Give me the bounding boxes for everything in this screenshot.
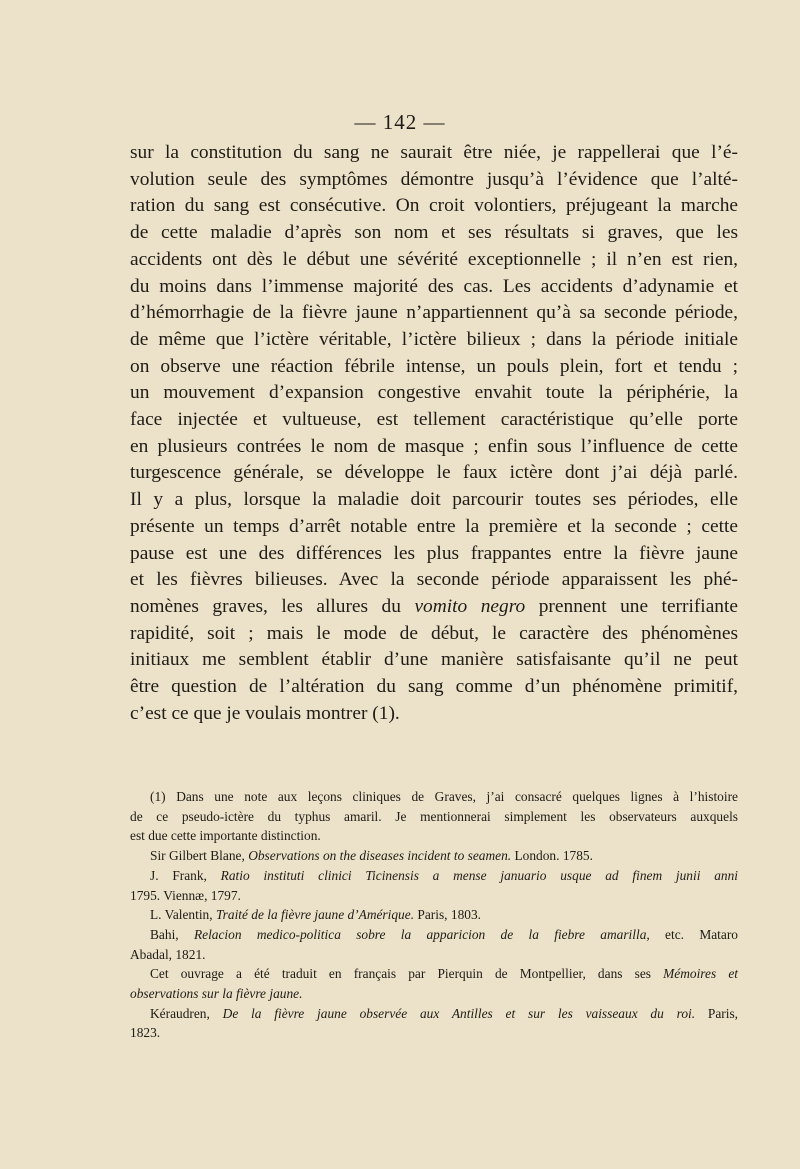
body-line: et les fièvres bilieuses. Avec la seconde période apparaissent les phé- xyxy=(130,569,738,591)
body-line: accidents ont dès le début une sévérité exceptionnelle ; il n’en est rien, xyxy=(130,248,738,270)
body-line: rapidité, soit ; mais le mode de début, le caractère des phénomènes xyxy=(130,622,738,644)
reference-keraudren xyxy=(130,1004,738,1024)
body-line: en plusieurs contrées le nom de masque ; enfin sous l’influence de cette xyxy=(130,435,738,457)
body-line: sur la constitution du sang ne saurait être niée, je rappellerai que l’é- xyxy=(130,142,738,163)
ref-title: Ratio instituti clinici Ticinensis a mense januario usque ad finem junii anni xyxy=(220,867,738,883)
body-line: du moins dans l’immense majorité des cas. Les accidents d’adynamie et xyxy=(130,275,738,297)
ref-title: observations sur la fièvre jaune. xyxy=(130,986,303,1002)
ref-title: Relacion medico-politica sobre la apparicion de la fiebre amarilla, xyxy=(193,926,650,942)
ref-author: L. Valentin, xyxy=(150,907,216,923)
ref-author: Bahi, xyxy=(150,926,194,942)
body-line: c’est ce que je voulais montrer (1). xyxy=(130,702,400,724)
footnote-line: est due cette importante distinction. xyxy=(130,828,321,844)
footnote-line: de ce pseudo-ictère du typhus amaril. Je mentionnerai simplement les observateurs auxquels xyxy=(130,808,738,824)
ref-title: Observations on the diseases incident to seamen. xyxy=(248,848,512,864)
text-run: nomènes graves, les allures du xyxy=(130,595,415,617)
body-line: de même que l’ictère véritable, l’ictère bilieux ; dans la période initiale xyxy=(130,328,738,350)
reference-blane xyxy=(130,846,738,866)
body-line: face injectée et vultueuse, est tellement caractéristique qu’elle porte xyxy=(130,409,738,431)
body-line: d’hémorrhagie de la fièvre jaune n’appartiennent qu’à sa seconde période, xyxy=(130,302,738,324)
ref-publication: Paris, xyxy=(695,1005,739,1021)
reference-frank-cont: 1795. Viennæ, 1797. xyxy=(130,887,241,903)
reference-bahi xyxy=(130,925,738,945)
ref-title: Traité de la fièvre jaune d’Amérique. xyxy=(215,907,415,923)
body-line: pause est une des différences les plus frappantes entre la fièvre jaune xyxy=(130,542,738,564)
italic-term: vomito negro xyxy=(414,595,526,617)
body-line: volution seule des symptômes démontre jusqu’à l’évidence que l’alté- xyxy=(130,168,738,190)
body-line: on observe une réaction fébrile intense, un pouls plein, fort et tendu ; xyxy=(130,355,738,377)
body-line: Il y a plus, lorsque la maladie doit parcourir toutes ses périodes, elle xyxy=(130,489,738,511)
page-number: — 142 — xyxy=(354,110,446,134)
body-line xyxy=(130,594,738,621)
body-line: initiaux me semblent établir d’une manière satisfaisante qu’il ne peut xyxy=(130,649,738,671)
body-line: être question de l’altération du sang comme d’un phénomène primitif, xyxy=(130,676,738,698)
ref-title: Mémoires et xyxy=(663,966,738,982)
reference-pierquin xyxy=(130,964,738,984)
reference-bahi-cont: Abadal, 1821. xyxy=(130,946,206,962)
ref-author: J. Frank, xyxy=(150,867,221,883)
ref-author: Kéraudren, xyxy=(150,1005,223,1021)
reference-keraudren-cont: 1823. xyxy=(130,1025,161,1041)
body-text xyxy=(130,140,738,727)
ref-publication: London. 1785. xyxy=(511,848,593,864)
ref-author: Sir Gilbert Blane, xyxy=(150,848,249,864)
body-line: turgescence générale, se développe le faux ictère dont j’ai déjà parlé. xyxy=(130,462,738,484)
ref-text: Cet ouvrage a été traduit en français par Pierquin de Montpellier, dans ses xyxy=(150,966,664,982)
reference-valentin xyxy=(130,905,738,925)
body-line: un mouvement d’expansion congestive envahit toute la périphérie, la xyxy=(130,382,738,404)
text-run: prennent une terrifiante xyxy=(525,595,738,617)
footnote-line: (1) Dans une note aux leçons cliniques de Graves, j’ai consacré quelques lignes à l’histoire xyxy=(150,789,738,804)
body-line: présente un temps d’arrêt notable entre la première et la seconde ; cette xyxy=(130,515,738,537)
reference-pierquin-cont xyxy=(130,984,738,1004)
reference-frank xyxy=(130,866,738,886)
ref-publication: Paris, 1803. xyxy=(414,907,482,923)
body-line: de cette maladie d’après son nom et ses résultats si graves, que les xyxy=(130,222,738,244)
body-line: ration du sang est consécutive. On croit volontiers, préjugeant la marche xyxy=(130,195,738,217)
footnote xyxy=(130,787,738,1043)
ref-publication: etc. Mataro xyxy=(649,926,738,942)
ref-title: De la fièvre jaune observée aux Antilles et sur les vaisseaux du roi. xyxy=(222,1005,696,1021)
